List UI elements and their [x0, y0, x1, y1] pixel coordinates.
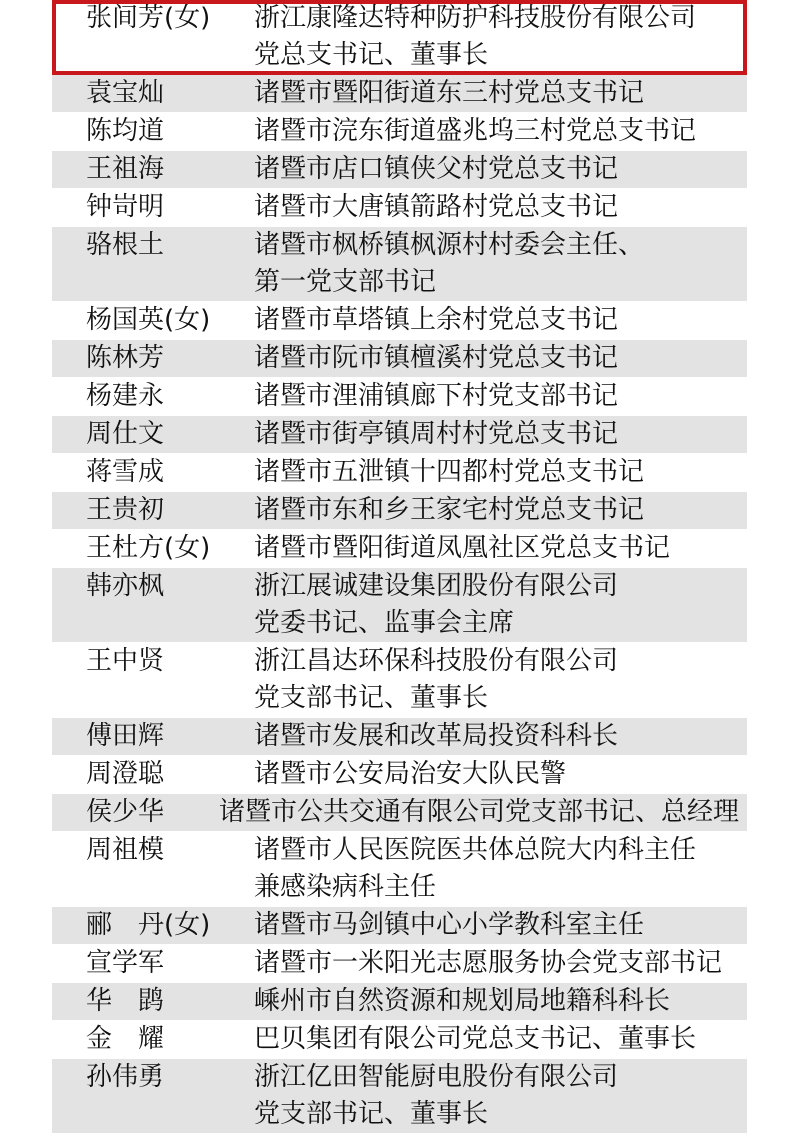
table-row	[52, 1059, 747, 1134]
person-title	[232, 454, 747, 491]
person-name: 王祖海	[86, 154, 165, 184]
person-title	[232, 113, 747, 150]
person-name: 郦 丹(女)	[86, 910, 211, 940]
title-line: 诸暨市枫桥镇枫源村村委会主任、	[254, 230, 645, 260]
title-line: 诸暨市浣东街道盛兆坞三村党总支书记	[254, 116, 697, 146]
person-name: 韩亦枫	[86, 571, 165, 601]
person-name: 袁宝灿	[86, 78, 165, 108]
title-line: 第一党支部书记	[254, 267, 437, 297]
table-row	[52, 643, 747, 718]
title-line: 诸暨市发展和改革局投资科科长	[254, 721, 619, 751]
person-name: 周仕文	[86, 419, 165, 449]
title-line: 诸暨市公安局治安大队民警	[254, 759, 567, 789]
title-line: 党支部书记、董事长	[254, 683, 489, 713]
title-line: 浙江亿田智能厨电股份有限公司	[254, 1062, 619, 1092]
title-line: 浙江展诚建设集团股份有限公司	[254, 571, 619, 601]
title-line: 诸暨市暨阳街道东三村党总支书记	[254, 78, 645, 108]
title-line: 党支部书记、董事长	[254, 1099, 489, 1129]
table-row	[52, 794, 747, 832]
table-row	[52, 302, 747, 340]
person-title	[232, 832, 747, 906]
title-line: 诸暨市人民医院医共体总院大内科主任	[254, 835, 697, 865]
person-title	[232, 983, 747, 1020]
person-name: 骆根土	[86, 230, 165, 260]
person-name: 孙伟勇	[86, 1062, 165, 1092]
table-row	[52, 227, 747, 302]
person-name: 杨建永	[86, 381, 165, 411]
person-title	[232, 416, 747, 453]
person-title	[232, 340, 747, 377]
person-title	[232, 227, 747, 301]
table-row	[52, 568, 747, 643]
table-row	[52, 492, 747, 530]
person-title	[232, 189, 747, 226]
person-name: 王贵初	[86, 495, 165, 525]
title-line: 党委书记、监事会主席	[254, 608, 515, 638]
table-row	[52, 907, 747, 945]
table-row	[52, 416, 747, 454]
table-row	[52, 151, 747, 189]
table-row	[52, 983, 747, 1021]
person-title	[232, 756, 747, 793]
person-title	[232, 945, 747, 982]
person-title	[232, 151, 747, 188]
person-title	[232, 718, 747, 755]
title-line: 诸暨市街亭镇周村村党总支书记	[254, 419, 619, 449]
table-row-highlighted	[52, 0, 747, 75]
personnel-table	[52, 0, 747, 1138]
person-name: 陈林芳	[86, 343, 165, 373]
title-line: 诸暨市东和乡王家宅村党总支书记	[254, 495, 645, 525]
title-line: 诸暨市五泄镇十四都村党总支书记	[254, 457, 645, 487]
person-title	[232, 1021, 747, 1058]
person-title	[232, 643, 747, 717]
person-name: 周澄聪	[86, 759, 165, 789]
person-title	[232, 378, 747, 415]
title-line: 诸暨市浬浦镇廊下村党支部书记	[254, 381, 619, 411]
table-row	[52, 832, 747, 907]
table-row	[52, 945, 747, 983]
table-row	[52, 454, 747, 492]
title-line: 党总支书记、董事长	[254, 40, 489, 70]
table-row	[52, 340, 747, 378]
title-line: 诸暨市一米阳光志愿服务协会党支部书记	[254, 948, 723, 978]
title-line: 浙江昌达环保科技股份有限公司	[254, 646, 619, 676]
title-line: 诸暨市暨阳街道凤凰社区党总支书记	[254, 533, 671, 563]
title-line: 诸暨市阮市镇檀溪村党总支书记	[254, 343, 619, 373]
table-row	[52, 530, 747, 568]
table-row	[52, 113, 747, 151]
person-title	[232, 907, 747, 944]
person-title	[232, 530, 747, 567]
person-title	[232, 1059, 747, 1133]
person-title	[232, 568, 747, 642]
person-title	[232, 492, 747, 529]
person-name: 钟岢明	[86, 192, 165, 222]
person-name: 张间芳(女)	[86, 3, 211, 33]
title-line: 诸暨市大唐镇箭路村党总支书记	[254, 192, 619, 222]
person-name: 傅田辉	[86, 721, 165, 751]
person-name: 华 鹍	[86, 986, 165, 1016]
table-row	[52, 75, 747, 113]
person-name: 周祖模	[86, 835, 165, 865]
person-name: 王杜方(女)	[86, 533, 211, 563]
title-line: 兼感染病科主任	[254, 872, 437, 902]
table-row	[52, 718, 747, 756]
person-title	[232, 75, 747, 112]
person-name: 杨国英(女)	[86, 305, 211, 335]
table-row	[52, 189, 747, 227]
person-name: 宣学军	[86, 948, 165, 978]
table-row	[52, 378, 747, 416]
person-title	[197, 794, 747, 831]
title-line: 浙江康隆达特种防护科技股份有限公司	[254, 3, 697, 33]
person-name: 金 耀	[86, 1024, 165, 1054]
title-line: 诸暨市店口镇侠父村党总支书记	[254, 154, 619, 184]
person-name: 王中贤	[86, 646, 165, 676]
person-title	[232, 0, 747, 74]
person-name: 陈均道	[86, 116, 165, 146]
table-row	[52, 756, 747, 794]
person-name: 侯少华	[86, 797, 165, 827]
title-line: 巴贝集团有限公司党总支书记、董事长	[254, 1024, 697, 1054]
person-name: 蒋雪成	[86, 457, 165, 487]
title-line: 诸暨市草塔镇上余村党总支书记	[254, 305, 619, 335]
title-line: 诸暨市公共交通有限公司党支部书记、总经理	[218, 797, 739, 827]
table-row	[52, 1021, 747, 1059]
title-line: 诸暨市马剑镇中心小学教科室主任	[254, 910, 645, 940]
person-title	[232, 302, 747, 339]
title-line: 嵊州市自然资源和规划局地籍科科长	[254, 986, 671, 1016]
